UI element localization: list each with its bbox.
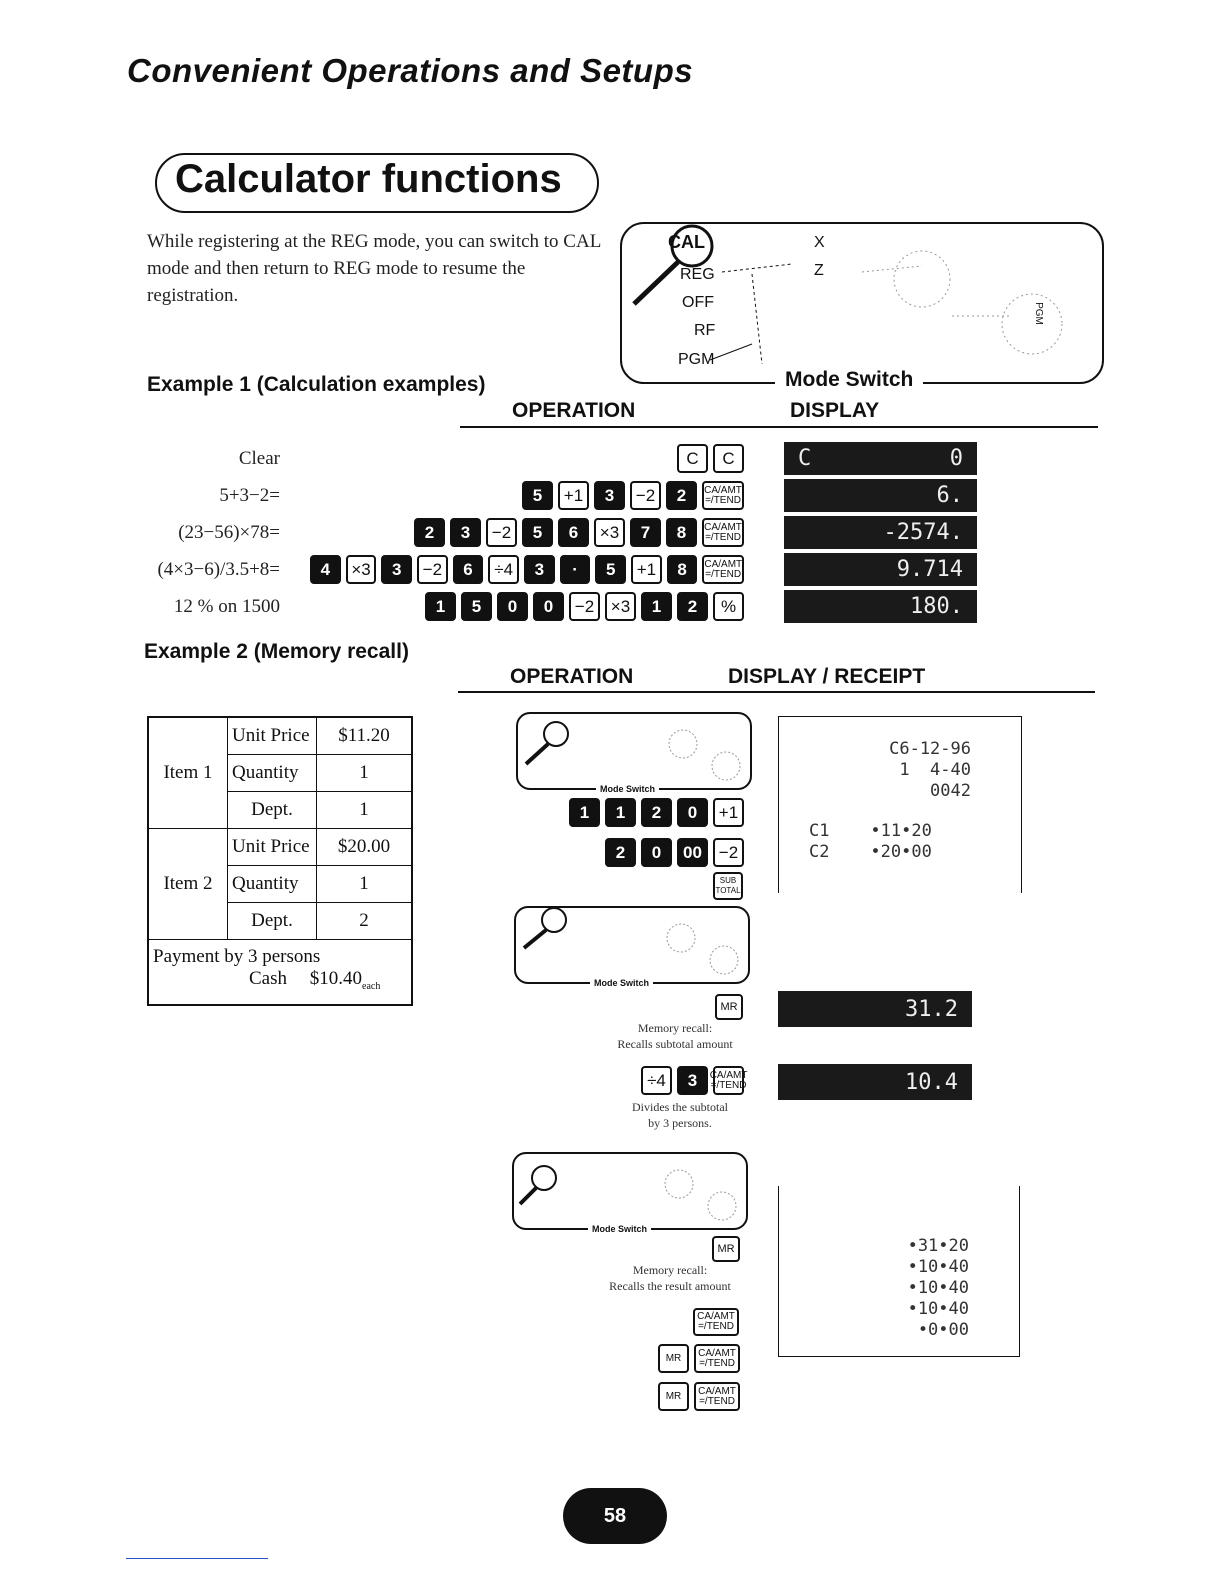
calculator-key: 0 <box>677 798 708 827</box>
calculator-key: 2 <box>641 798 672 827</box>
divide-note <box>590 1099 770 1131</box>
display-value: 9.714 <box>896 557 963 582</box>
receipt-line: •10•40 <box>907 1299 969 1319</box>
receipt-1 <box>778 716 1022 893</box>
memory-recall-note-2-line1: Memory recall: <box>632 1263 708 1277</box>
memory-recall-note-2 <box>565 1262 775 1294</box>
calculator-key: 3 <box>524 555 555 584</box>
calculator-key: % <box>713 592 744 621</box>
divide-key: ÷4 <box>641 1066 672 1095</box>
display-value: 6. <box>936 483 963 508</box>
mode-switch-small-2-illustration <box>516 908 748 982</box>
receipt-line: C1 •11•20 <box>809 821 932 841</box>
mode-switch-label: Mode Switch <box>775 368 923 392</box>
example1-label: (23−56)×78= <box>178 522 280 543</box>
item1-price: $11.20 <box>317 717 413 755</box>
example2-display-header: DISPLAY / RECEIPT <box>728 665 926 688</box>
item2-label: Item 2 <box>148 829 228 940</box>
calculator-key: −2 <box>569 592 600 621</box>
example1-keys <box>310 592 744 621</box>
item2-qty-label: Quantity <box>228 866 317 903</box>
mode-rf-label: RF <box>694 322 716 339</box>
calculator-key: 5 <box>595 555 626 584</box>
calculator-key: 7 <box>630 518 661 547</box>
example1-label: Clear <box>238 448 280 469</box>
example2-keys-row1 <box>540 798 744 827</box>
mode-off-label: OFF <box>682 294 714 311</box>
page-title: Convenient Operations and Setups <box>127 52 694 89</box>
mode-switch-small-3 <box>512 1152 748 1234</box>
mode-switch-small-3-label: Mode Switch <box>588 1224 651 1234</box>
divide-note-line2: by 3 persons. <box>648 1116 712 1130</box>
calculator-key: 2 <box>677 592 708 621</box>
item1-dept: 1 <box>317 792 413 829</box>
item2-dept: 2 <box>317 903 413 940</box>
mode-cal-label: CAL <box>668 232 705 252</box>
mode-z-label: Z <box>814 262 824 279</box>
memory-recall-note-1-line2: Recalls subtotal amount <box>617 1037 733 1051</box>
display-value-1: 31.2 <box>905 996 958 1022</box>
calculator-key: 3 <box>450 518 481 547</box>
calculator-key: 1 <box>605 798 636 827</box>
display-left: C <box>798 446 812 471</box>
item2-price-label: Unit Price <box>228 829 317 866</box>
item2-price: $20.00 <box>317 829 413 866</box>
display-lcd <box>784 590 977 623</box>
item1-price-label: Unit Price <box>228 717 317 755</box>
intro-text: While registering at the REG mode, you can switch to CAL mode and then return to REG mode to resume the registration. <box>147 231 601 306</box>
calculator-key: 1 <box>569 798 600 827</box>
calculator-key: 0 <box>641 838 672 867</box>
receipt-line: C6-12-96 <box>889 739 971 759</box>
calculator-key: −2 <box>630 481 661 510</box>
cash-each: each <box>362 980 381 992</box>
cash-tend-key-1: CA/AMT =/TEND <box>693 1308 739 1336</box>
subtotal-key: SUB TOTAL <box>713 872 743 900</box>
mode-switch-small-2-label: Mode Switch <box>590 978 653 988</box>
display-lcd <box>784 553 977 586</box>
payment-cell <box>148 940 412 1006</box>
display-value: 180. <box>910 594 963 619</box>
calculator-key: ÷4 <box>488 555 519 584</box>
calculator-key: +1 <box>713 798 744 827</box>
example1-keys <box>310 555 744 584</box>
mode-switch-small-2 <box>514 906 750 988</box>
receipt-line: 1 4-40 <box>899 760 971 780</box>
calculator-key: 2 <box>666 481 697 510</box>
item-table <box>147 716 413 1006</box>
example1-heading: Example 1 (Calculation examples) <box>147 373 486 396</box>
mode-switch-small-3-illustration <box>514 1154 746 1228</box>
calculator-key: 3 <box>381 555 412 584</box>
calculator-key: 6 <box>453 555 484 584</box>
divide-keys <box>620 1066 748 1095</box>
example1-display-header: DISPLAY <box>790 399 880 422</box>
display-lcd <box>784 442 977 475</box>
calculator-key: · <box>560 555 591 584</box>
memory-recall-note-2-line2: Recalls the result amount <box>609 1279 731 1293</box>
receipt-line: 0042 <box>930 781 971 801</box>
item1-qty-label: Quantity <box>228 755 317 792</box>
calculator-key: 4 <box>310 555 341 584</box>
cash-tend-key-2: CA/AMT =/TEND <box>694 1344 740 1373</box>
memory-recall-note-1-line1: Memory recall: <box>637 1021 713 1035</box>
display-value-2: 10.4 <box>905 1069 958 1095</box>
display-lcd-memory-recall <box>778 991 972 1027</box>
item2-dept-label: Dept. <box>228 903 317 940</box>
receipt-line: •10•40 <box>907 1257 969 1277</box>
display-value: -2574. <box>883 520 963 545</box>
receipt-line: •31•20 <box>907 1236 969 1256</box>
divide-note-line1: Divides the subtotal <box>632 1100 728 1114</box>
display-lcd <box>784 479 977 512</box>
cash-amount-tend-key: CA/AMT =/TEND <box>713 1066 744 1095</box>
cash-amount: $10.40 <box>309 968 362 989</box>
receipt-line: •0•00 <box>917 1320 969 1340</box>
example1-keys <box>310 518 744 547</box>
example1-rule <box>460 426 1098 428</box>
item1-qty: 1 <box>317 755 413 792</box>
mr-key-3: MR <box>658 1344 689 1373</box>
calculator-key: ×3 <box>605 592 636 621</box>
calculator-key: 0 <box>533 592 564 621</box>
example2-keys-row2 <box>540 838 744 867</box>
calculator-key: 6 <box>558 518 589 547</box>
calculator-key: 8 <box>666 518 697 547</box>
mode-switch-small-1-illustration <box>518 714 750 788</box>
mode-reg-label: REG <box>680 266 715 283</box>
calculator-key: 1 <box>425 592 456 621</box>
calculator-key: C <box>713 444 744 473</box>
item1-dept-label: Dept. <box>228 792 317 829</box>
calculator-key: CA/AMT =/TEND <box>702 481 744 510</box>
mode-pgm-key-label: PGM <box>1032 302 1044 325</box>
calculator-key: 5 <box>522 518 553 547</box>
calculator-key: 00 <box>677 838 708 867</box>
example1-label: 5+3−2= <box>219 485 280 506</box>
mr-key-4: MR <box>658 1382 689 1411</box>
mode-switch-diagram <box>620 222 1104 384</box>
calculator-key: 8 <box>667 555 698 584</box>
calculator-key: −2 <box>713 838 744 867</box>
calculator-key: 3 <box>594 481 625 510</box>
footer-line <box>126 1558 268 1559</box>
cash-tend-key-3: CA/AMT =/TEND <box>694 1382 740 1411</box>
example2-operation-header: OPERATION <box>510 665 634 688</box>
mr-key-1: MR <box>715 994 743 1020</box>
calculator-key: 2 <box>605 838 636 867</box>
calculator-key: 5 <box>522 481 553 510</box>
display-value: 0 <box>949 446 963 471</box>
memory-recall-note-1 <box>575 1020 775 1052</box>
calculator-key: 1 <box>641 592 672 621</box>
example1-label: 12 % on 1500 <box>173 596 280 617</box>
calculator-key: −2 <box>486 518 517 547</box>
receipt-line: C2 •20•00 <box>809 842 932 862</box>
receipt-line: •10•40 <box>907 1278 969 1298</box>
example2-rule <box>458 691 1095 693</box>
calculator-key: 2 <box>414 518 445 547</box>
calculator-key: ×3 <box>346 555 377 584</box>
display-lcd-divide <box>778 1064 972 1100</box>
calculator-key: C <box>677 444 708 473</box>
example1-label: (4×3−6)/3.5+8= <box>157 559 280 580</box>
calculator-key: 5 <box>461 592 492 621</box>
item1-label: Item 1 <box>148 717 228 829</box>
item2-qty: 1 <box>317 866 413 903</box>
mode-switch-small-1-label: Mode Switch <box>596 784 659 794</box>
mr-key-2: MR <box>712 1236 740 1262</box>
calculator-key: +1 <box>631 555 662 584</box>
page-number: 58 <box>563 1488 667 1544</box>
section-title-box <box>155 153 599 213</box>
example1-keys <box>310 444 744 473</box>
mode-switch-small-1 <box>516 712 752 794</box>
calculator-key: CA/AMT =/TEND <box>702 555 744 584</box>
calculator-key: ×3 <box>594 518 625 547</box>
calculator-key: +1 <box>558 481 589 510</box>
calculator-key: CA/AMT =/TEND <box>702 518 744 547</box>
section-title: Calculator functions <box>175 157 562 201</box>
digit-3-key: 3 <box>677 1066 708 1095</box>
cash-label: Cash <box>249 968 287 989</box>
mode-x-label: X <box>814 234 825 251</box>
mode-pgm-label: PGM <box>678 351 715 368</box>
mr-tend-keys-1 <box>650 1344 740 1373</box>
example1-rows <box>120 440 990 635</box>
display-lcd <box>784 516 977 549</box>
receipt-2 <box>778 1186 1020 1357</box>
mr-tend-keys-2 <box>650 1382 740 1411</box>
example1-operation-header: OPERATION <box>512 399 636 422</box>
calculator-key: −2 <box>417 555 448 584</box>
calculator-key: 0 <box>497 592 528 621</box>
payment-label: Payment by 3 persons <box>153 946 321 967</box>
example2-heading: Example 2 (Memory recall) <box>144 640 409 663</box>
example1-keys <box>310 481 744 510</box>
